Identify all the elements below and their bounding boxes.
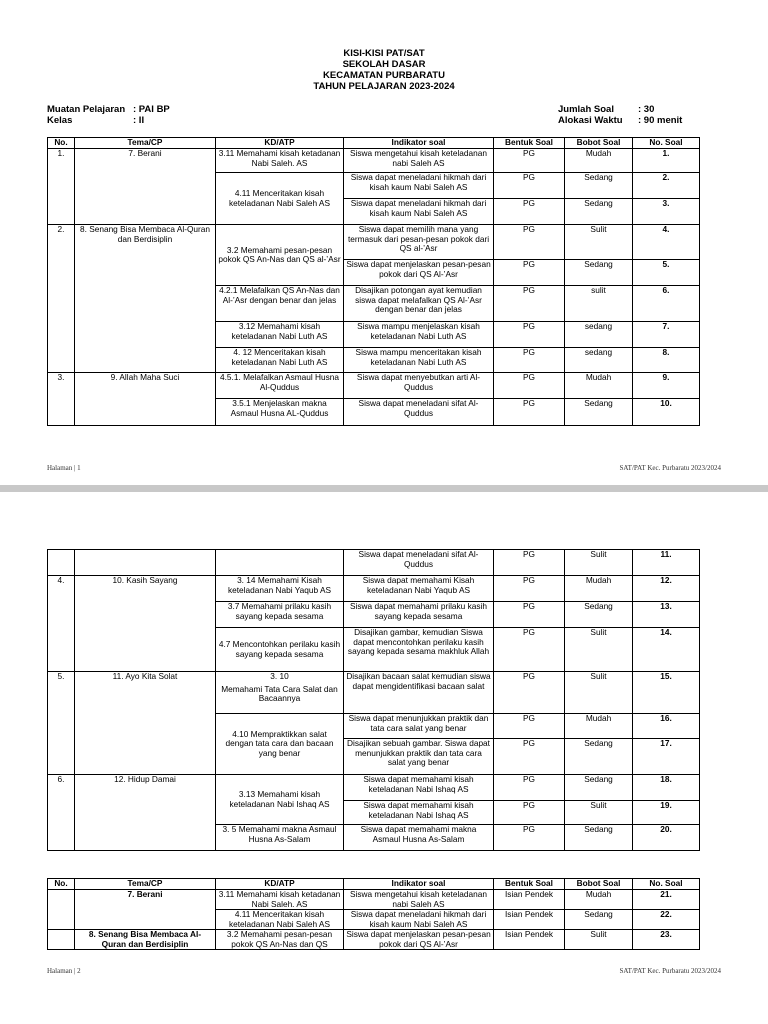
bentuk-cell: PG [494,373,565,399]
no-soal-cell: 12. [633,576,700,602]
no-soal-cell: 3. [633,199,700,225]
indikator-cell: Siswa dapat memahami Kisah keteladanan Nabi Yaqub AS [344,576,494,602]
bobot-cell: Mudah [565,576,633,602]
bentuk-cell: PG [494,322,565,348]
bentuk-cell: PG [494,714,565,739]
document-page-1 [0,0,768,485]
column-header: Bobot Soal [565,879,633,890]
no-soal-cell: 6. [633,286,700,322]
indikator-cell: Disajikan gambar, kemudian Siswa dapat mencontohkan perilaku kasih sayang kepada sesama makhluk Allah [344,628,494,672]
indikator-cell: Disajikan potongan ayat kemudian siswa dapat melafalkan QS Al-’Asr dengan benar dan jelas [344,286,494,322]
bobot-cell: Sedang [565,399,633,426]
no-soal-cell: 21. [633,890,700,910]
table-row [48,672,700,714]
table-row [48,225,700,260]
no-soal-cell: 23. [633,930,700,950]
indikator-cell: Siswa mengetahui kisah keteladanan nabi Saleh AS [344,890,494,910]
kelas-label: Kelas [47,115,73,126]
no-soal-cell: 16. [633,714,700,739]
kd-cell: 4.5.1. Melafalkan Asmaul Husna Al-Quddus [216,373,344,399]
bentuk-cell: PG [494,739,565,775]
bobot-cell: Sulit [565,930,633,950]
bobot-cell: Mudah [565,149,633,173]
title-line: KECAMATAN PURBARATU [323,70,445,81]
no-soal-cell: 15. [633,672,700,714]
bobot-cell: Sedang [565,173,633,199]
mapel-value: : PAI BP [133,104,170,115]
no-soal-cell: 11. [633,550,700,576]
tema-cell: 11. Ayo Kita Solat [75,672,216,775]
footer-doc-label: SAT/PAT Kec. Purbaratu 2023/2024 [619,967,721,975]
indikator-cell: Siswa dapat meneladani sifat Al-Quddus [344,550,494,576]
column-header: KD/ATP [216,138,344,149]
kd-cell: 4.11 Menceritakan kisah keteladanan Nabi Saleh AS [216,910,344,930]
kd-cell: 3.5.1 Menjelaskan makna Asmaul Husna AL-Quddus [216,399,344,426]
table-header-row [48,138,700,149]
bobot-cell: sedang [565,348,633,373]
no-soal-cell: 20. [633,825,700,851]
row-number [48,550,75,576]
column-header: No. Soal [633,879,700,890]
table-row [48,775,700,801]
row-number: 5. [48,672,75,775]
document-header [0,48,768,92]
tema-cell: 7. Berani [75,890,216,930]
bentuk-cell: Isian Pendek [494,890,565,910]
bentuk-cell: PG [494,825,565,851]
table-row [48,930,700,950]
no-soal-cell: 9. [633,373,700,399]
indikator-cell: Siswa dapat memilih mana yang termasuk dari pesan-pesan pokok dari QS al-’Asr [344,225,494,260]
column-header: No. Soal [633,138,700,149]
bentuk-cell: PG [494,602,565,628]
table-row [48,890,700,910]
column-header: Bentuk Soal [494,879,565,890]
indikator-cell: Siswa mengetahui kisah keteladanan nabi Saleh AS [344,149,494,173]
bobot-cell: Sedang [565,825,633,851]
bobot-cell: Sulit [565,801,633,825]
bentuk-cell: PG [494,550,565,576]
bentuk-cell: PG [494,399,565,426]
table-header-row [48,879,700,890]
kd-cell: 3. 14 Memahami Kisah keteladanan Nabi Yaqub AS [216,576,344,602]
kd-cell: 3. 5 Memahami makna Asmaul Husna As-Salam [216,825,344,851]
indikator-cell: Siswa dapat menjelaskan pesan-pesan pokok dari QS Al-’Asr [344,260,494,286]
bentuk-cell: PG [494,672,565,714]
table-row [48,576,700,602]
no-soal-cell: 14. [633,628,700,672]
indikator-cell: Siswa dapat memahami kisah keteladanan Nabi Ishaq AS [344,801,494,825]
column-header: KD/ATP [216,879,344,890]
bobot-cell: Mudah [565,373,633,399]
meta-right [558,104,682,126]
document-page-2 [0,492,768,1024]
bobot-cell: Sulit [565,225,633,260]
kd-text: Memahami Tata Cara Salat dan Bacaannya [221,683,338,703]
no-soal-cell: 10. [633,399,700,426]
no-soal-cell: 7. [633,322,700,348]
indikator-cell: Disajikan sebuah gambar. Siswa dapat menunjukkan praktik dan tata cara salat yang benar [344,739,494,775]
bobot-cell: Sulit [565,628,633,672]
row-number: 4. [48,576,75,672]
kd-cell: 3.12 Memahami kisah keteladanan Nabi Luth AS [216,322,344,348]
table-row [48,373,700,399]
indikator-cell: Siswa dapat meneladani hikmah dari kisah kaum Nabi Saleh AS [344,910,494,930]
bobot-cell: sulit [565,286,633,322]
column-header: Indikator soal [344,138,494,149]
kd-cell: 3.2 Memahami pesan-pesan pokok QS An-Nas dan QS al-’Asr [216,225,344,286]
bobot-cell: Sulit [565,550,633,576]
row-number: 2. [48,225,75,373]
bentuk-cell: PG [494,149,565,173]
kd-cell: 4.11 Menceritakan kisah keteladanan Nabi Saleh AS [216,173,344,225]
tema-cell: 7. Berani [75,149,216,225]
no-soal-cell: 2. [633,173,700,199]
meta-left [47,104,170,126]
kd-cell: 4. 12 Menceritakan kisah keteladanan Nabi Luth AS [216,348,344,373]
column-header: Tema/CP [75,138,216,149]
footer-page-number: Halaman | 1 [47,464,81,472]
bentuk-cell: PG [494,801,565,825]
jumlah-label: Jumlah Soal [558,104,614,115]
kd-cell: 4.2.1 Melafalkan QS An-Nas dan Al-’Asr dengan benar dan jelas [216,286,344,322]
bobot-cell: Sedang [565,602,633,628]
bentuk-cell: Isian Pendek [494,910,565,930]
bentuk-cell: PG [494,173,565,199]
no-soal-cell: 19. [633,801,700,825]
indikator-cell: Siswa mampu menjelaskan kisah keteladanan Nabi Luth AS [344,322,494,348]
tema-cell: 10. Kasih Sayang [75,576,216,672]
no-soal-cell: 8. [633,348,700,373]
title-line: KISI-KISI PAT/SAT [343,48,425,59]
bentuk-cell: PG [494,199,565,225]
kd-cell: 3.11 Memahami kisah ketadanan Nabi Saleh. AS [216,890,344,910]
table-row [48,550,700,576]
indikator-cell: Siswa dapat memahami prilaku kasih sayang kepada sesama [344,602,494,628]
no-soal-cell: 5. [633,260,700,286]
no-soal-cell: 18. [633,775,700,801]
bentuk-cell: PG [494,628,565,672]
tema-cell: 12. Hidup Damai [75,775,216,851]
kd-cell: 4.10 Mempraktikkan salat dengan tata cara dan bacaan yang benar [216,714,344,775]
kd-cell: 4.7 Mencontohkan perilaku kasih sayang kepada sesama [216,628,344,672]
bobot-cell: Mudah [565,714,633,739]
bentuk-cell: PG [494,348,565,373]
title-line: SEKOLAH DASAR [342,59,426,70]
indikator-cell: Siswa mampu menceritakan kisah keteladanan Nabi Luth AS [344,348,494,373]
bobot-cell: Sulit [565,672,633,714]
bobot-cell: Sedang [565,775,633,801]
column-header: Bentuk Soal [494,138,565,149]
column-header: Indikator soal [344,879,494,890]
column-header: No. [48,138,75,149]
alokasi-value: : 90 menit [638,115,683,126]
bentuk-cell: Isian Pendek [494,930,565,950]
tema-cell: 8. Senang Bisa Membaca Al-Quran dan Berdisiplin [75,930,216,950]
indikator-cell: Siswa dapat memahami makna Asmaul Husna As-Salam [344,825,494,851]
no-soal-cell: 22. [633,910,700,930]
kelas-value: : II [133,115,145,126]
jumlah-value: : 30 [638,104,655,115]
title-line: TAHUN PELAJARAN 2023-2024 [313,81,455,92]
no-soal-cell: 1. [633,149,700,173]
kd-cell: 3.11 Memahami kisah ketadanan Nabi Saleh. AS [216,149,344,173]
tema-cell: 9. Allah Maha Suci [75,373,216,426]
indikator-cell: Siswa dapat meneladani sifat Al-Quddus [344,399,494,426]
bobot-cell: Sedang [565,739,633,775]
kisi-table-page-1 [47,137,700,426]
bentuk-cell: PG [494,260,565,286]
no-soal-cell: 17. [633,739,700,775]
footer-doc-label: SAT/PAT Kec. Purbaratu 2023/2024 [619,464,721,472]
bobot-cell: Sedang [565,199,633,225]
bobot-cell: Mudah [565,890,633,910]
indikator-cell: Siswa dapat menyebutkan arti Al-Quddus [344,373,494,399]
column-header: Bobot Soal [565,138,633,149]
indikator-cell: Siswa dapat memahami kisah keteladanan Nabi Ishaq AS [344,775,494,801]
kd-code: 3. 10 [270,671,289,681]
bentuk-cell: PG [494,286,565,322]
row-number [48,930,75,950]
kisi-table-page-2 [47,549,700,851]
column-header: No. [48,879,75,890]
row-number: 3. [48,373,75,426]
tema-cell [75,550,216,576]
bobot-cell: Sedang [565,910,633,930]
alokasi-label: Alokasi Waktu [558,115,623,126]
row-number: 1. [48,149,75,225]
row-number: 6. [48,775,75,851]
kd-cell: 3.13 Memahami kisah keteladanan Nabi Ishaq AS [216,775,344,825]
kd-cell: 3.2 Memahami pesan-pesan pokok QS An-Nas dan QS [216,930,344,950]
tema-cell: 8. Senang Bisa Membaca Al-Quran dan Berdisiplin [75,225,216,373]
bobot-cell: sedang [565,322,633,348]
bentuk-cell: PG [494,225,565,260]
row-number [48,890,75,930]
footer-page-number: Halaman | 2 [47,967,81,975]
indikator-cell: Siswa dapat menjelaskan pesan-pesan pokok dari QS Al-’Asr [344,930,494,950]
no-soal-cell: 4. [633,225,700,260]
table-row [48,149,700,173]
kd-cell [216,672,344,714]
bentuk-cell: PG [494,775,565,801]
column-header: Tema/CP [75,879,216,890]
indikator-cell: Disajikan bacaan salat kemudian siswa dapat mengidentifikasi bacaan salat [344,672,494,714]
bentuk-cell: PG [494,576,565,602]
bobot-cell: Sedang [565,260,633,286]
mapel-label: Muatan Pelajaran [47,104,126,115]
no-soal-cell: 13. [633,602,700,628]
kd-cell: 3.7 Memahami prilaku kasih sayang kepada sesama [216,602,344,628]
indikator-cell: Siswa dapat meneladani hikmah dari kisah kaum Nabi Saleh AS [344,173,494,199]
isian-table [47,878,700,950]
kd-cell [216,550,344,576]
indikator-cell: Siswa dapat meneladani hikmah dari kisah kaum Nabi Saleh AS [344,199,494,225]
indikator-cell: Siswa dapat menunjukkan praktik dan tata cara salat yang benar [344,714,494,739]
